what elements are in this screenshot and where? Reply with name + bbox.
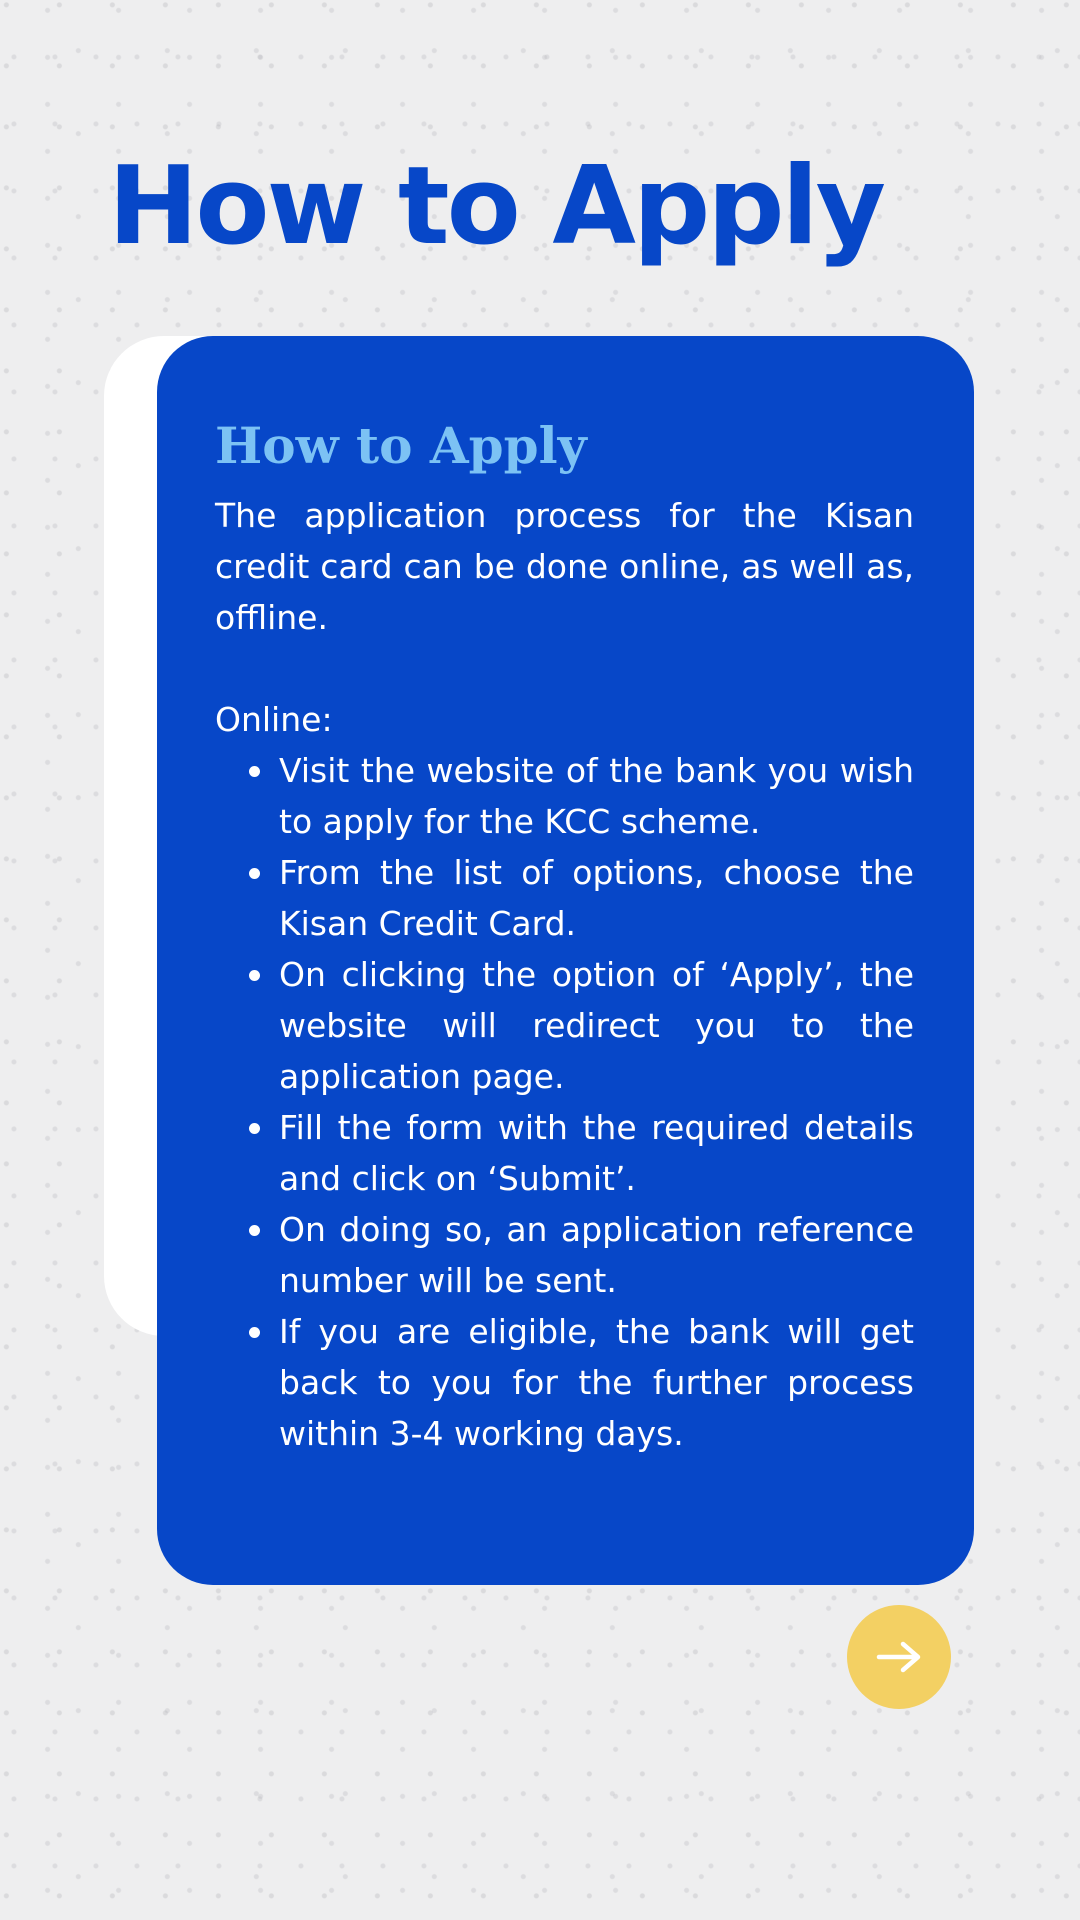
spacer — [215, 643, 914, 694]
list-item: On doing so, an application reference number will be sent. — [279, 1204, 914, 1306]
list-item: Visit the website of the bank you wish to apply for the KCC scheme. — [279, 745, 914, 847]
list-item: On clicking the option of ‘Apply’, the website will redirect you to the application page. — [279, 949, 914, 1102]
list-item: From the list of options, choose the Kisan Credit Card. — [279, 847, 914, 949]
arrow-right-icon — [875, 1640, 923, 1674]
page-title: How to Apply — [108, 144, 884, 269]
online-label: Online: — [215, 700, 333, 739]
steps-list — [215, 745, 914, 1459]
next-button[interactable] — [847, 1605, 951, 1709]
card-heading: How to Apply — [215, 416, 587, 475]
card-intro: The application process for the Kisan credit card can be done online, as well as, offline. — [215, 496, 914, 637]
list-item: If you are eligible, the bank will get back to you for the further process within 3-4 working days. — [279, 1306, 914, 1459]
info-card — [157, 336, 974, 1585]
list-item: Fill the form with the required details and click on ‘Submit’. — [279, 1102, 914, 1204]
